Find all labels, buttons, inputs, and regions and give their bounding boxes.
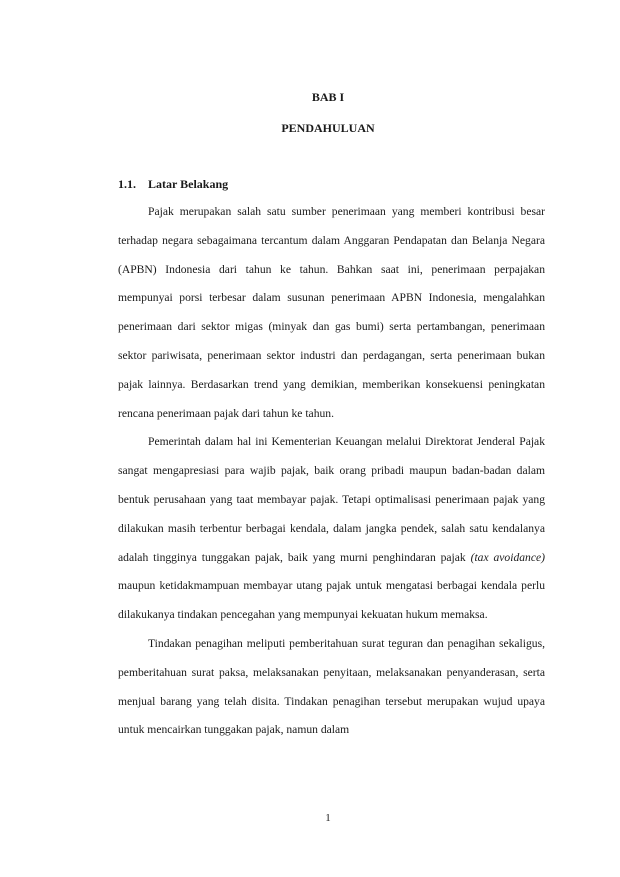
body-text	[118, 198, 545, 745]
paragraph-3: Tindakan penagihan meliputi pemberitahuan surat teguran dan penagihan sekaligus, pemberitahuan surat paksa, melaksanakan penyitaan, melaksanakan penyanderasan, serta menjual barang yang telah disita. Tindakan penagihan tersebut merupakan wujud upaya untuk mencairkan tunggakan pajak, namun dalam	[118, 636, 545, 737]
paragraph-1: Pajak merupakan salah satu sumber penerimaan yang memberi kontribusi besar terhadap negara sebagaimana tercantum dalam Anggaran Pendapatan dan Belanja Negara (APBN) Indonesia dari tahun ke tahun. Bahkan saat ini, penerimaan perpajakan mempunyai porsi terbesar dalam susunan penerimaan APBN Indonesia, mengalahkan penerimaan dari sektor migas (minyak dan gas bumi) serta pertambangan, penerimaan sektor pariwisata, penerimaan sektor industri dan perdagangan, serta penerimaan bukan pajak lainnya. Berdasarkan trend yang demikian, memberikan konsekuensi peningkatan rencana penerimaan pajak dari tahun ke tahun.	[118, 205, 545, 420]
paragraph-2-italic-term: (tax avoidance)	[470, 550, 545, 564]
chapter-number: BAB I	[311, 90, 345, 104]
paragraph-2	[118, 428, 545, 630]
page-number: 1	[325, 812, 331, 824]
section-title: Latar Belakang	[148, 177, 229, 191]
section-heading	[118, 177, 228, 191]
chapter-title: PENDAHULUAN	[281, 121, 375, 135]
section-number: 1.1.	[118, 177, 136, 191]
paragraph-2-part-2: maupun ketidakmampuan membayar utang pajak untuk mengatasi berbagai kendala perlu dilakukanya tindakan pencegahan yang mempunyai kekuatan hukum memaksa.	[118, 579, 545, 622]
paragraph-2-part-1: Pemerintah dalam hal ini Kementerian Keuangan melalui Direktorat Jenderal Pajak sangat mengapresiasi para wajib pajak, baik orang pribadi maupun badan-badan dalam bentuk perusahaan yang taat membayar pajak. Tetapi optimalisasi penerimaan pajak yang dilakukan masih terbentur berbagai kendala, dalam jangka pendek, salah satu kendalanya adalah tingginya tunggakan pajak, baik yang murni penghindaran pajak	[118, 435, 545, 564]
